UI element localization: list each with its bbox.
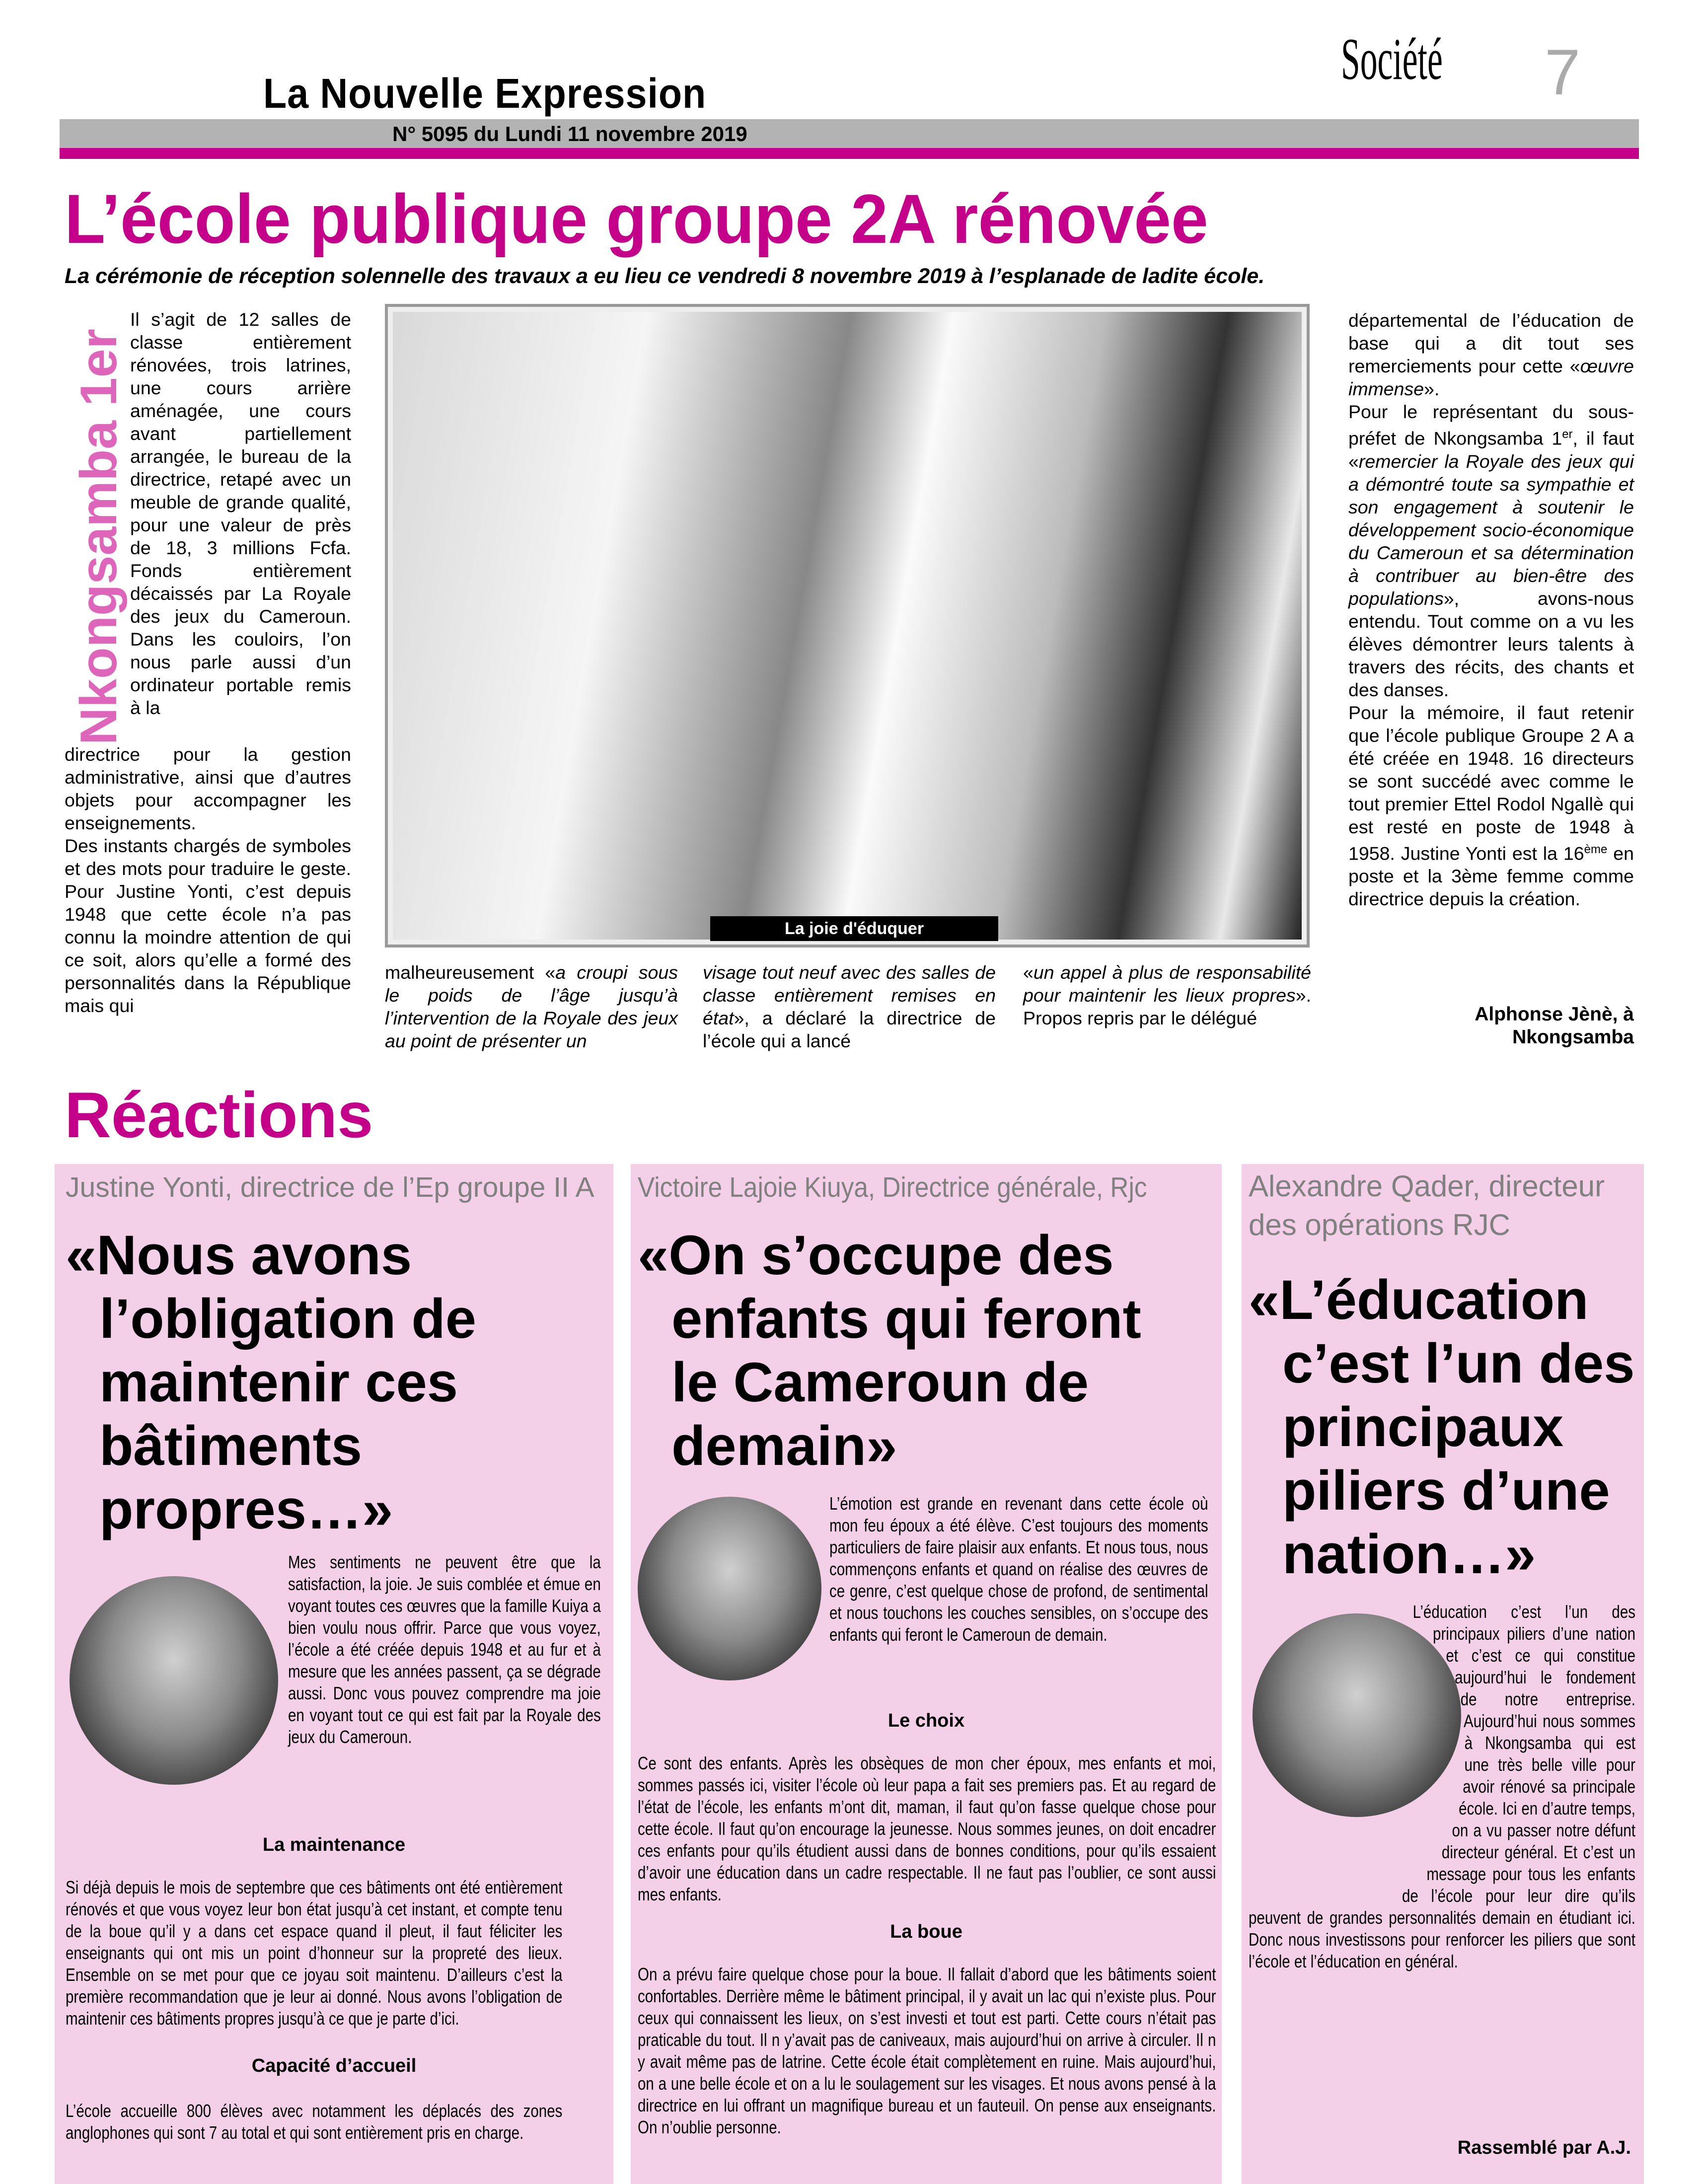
reaction-quote: «Nous avons l’obligation de maintenir ces bâtiments propres…»	[66, 1224, 477, 1540]
article-col3: visage tout neuf avec des salles de classe entièrement remises en état», a déclaré la directrice de l’école qui a lancé	[703, 962, 996, 1051]
reactions-title: Réactions	[65, 1079, 373, 1151]
article-headline: L’école publique groupe 2A rénovée	[65, 180, 1208, 258]
issue-date: N° 5095 du Lundi 11 novembre 2019	[392, 122, 747, 146]
reaction-subheading: Capacité d’accueil	[251, 2055, 417, 2076]
paragraph: départemental de l’éducation de base qui a dit tout ses remerciements pour cette «œuvre immense».	[1348, 310, 1634, 399]
article-col4: «un appel à plus de responsabilité pour maintenir les lieux propres». Propos repris par le délégué	[1023, 962, 1311, 1028]
article-deck: La cérémonie de réception solennelle des travaux a eu lieu ce vendredi 8 novembre 2019 à l’esplanade de ladite école.	[65, 264, 1265, 288]
reaction-speaker: Victoire Lajoie Kiuya, Directrice générale, Rjc	[638, 1171, 1147, 1203]
reaction-subheading: Le choix	[887, 1710, 965, 1731]
reaction-intro: L’éducation c’est l’un des principaux piliers d’une nation et c’est ce qui constitue aujourd’hui le fondement de notre entreprise. Aujourd’hui nous sommes à Nkongsamba qui est une très belle ville pour avoir rénové sa principale école. Ici en d’autre temps, on a vu passer notre défunt directeur général. Et c’est un message pour tous les enfants de l’école pour leur dire qu’ils peuvent de grandes personnalités demain en étudiant ici. Donc nous investissons pour renforcer les piliers que sont l’école et l’éducation en général.	[1249, 1602, 1635, 1971]
article-col1-top: Il s’agit de 12 salles de classe entièrement rénovées, trois latrines, une cours arrière aménagée, une cours avant partiellement arrangée, le bureau de la directrice, retapé avec un meuble de grande qualité, pour une valeur de près de 18, 3 millions Fcfa. Fonds entièrement décaissés par La Royale des jeux du Cameroun. Dans les couloirs, l’on nous parle aussi d’un ordinateur portable remis à la	[130, 309, 351, 718]
reaction-quote: «L’éducation c’est l’un des principaux piliers d’une nation…»	[1249, 1269, 1635, 1585]
portrait-victoire-lajoie-kiuya	[638, 1497, 821, 1680]
reaction-paragraph: On a prévu faire quelque chose pour la boue. Il fallait d’abord que les bâtiments soient confortables. Derrière même le bâtiment principal, il y avait un lac qui n’existe plus. Pour ceux qui connaissent les lieux, on s’est investi et tout est parti. Cette cours n’était pas praticable du tout. Il n y’avait pas de caniveaux, mais aujourd’hui on arrive à circuler. Il n y avait même pas de latrine. Cette école était complètement en ruine. Mais aujourd’hui, on a une belle école et on a lu le soulagement sur les visages. Et nous avons pensé à la directrice en lui offrant un magnifique bureau et un fauteuil. On pense aux enseignants. On n’oublie personne.	[638, 1964, 1216, 2137]
article-photo	[385, 304, 1310, 947]
location-tag: Nkongsamba 1er	[70, 328, 128, 745]
reaction-subheading: La boue	[890, 1921, 962, 1942]
reaction-subheading: La maintenance	[262, 1834, 406, 1855]
page-number: 7	[1545, 36, 1581, 108]
reactions-credit: Rassemblé par A.J.	[1457, 2137, 1631, 2158]
header-gray-bar	[60, 119, 1639, 148]
reaction-paragraph: Ce sont des enfants. Après les obsèques de mon cher époux, mes enfants et moi, sommes passés ici, visiter l’école où leur papa a fait ses premiers pas. Et au regard de l’état de l’école, les enfants m’ont dit, maman, il faut qu’on fasse quelque chose pour cette école. Il faut qu’on encourage la jeunesse. Nous sommes jeunes, on doit encadrer ces enfants pour qu’ils étudient aussi dans de bonnes conditions, pour qu’ils essaient d’avoir une éducation dans un cadre respectable. Il ne faut pas l’oublier, ce sont aussi mes enfants.	[638, 1753, 1216, 1904]
reaction-quote: «On s’occupe des enfants qui feront le Cameroun de demain»	[638, 1224, 1141, 1477]
section-name: Société	[1341, 26, 1443, 92]
portrait-justine-yonti	[70, 1576, 278, 1785]
photo-caption: La joie d'éduquer	[710, 916, 998, 941]
text-wrap-spacer	[1249, 1601, 1465, 1899]
article-col2: malheureusement «a croupi sous le poids de l’âge jusqu’à l’intervention de la Royale des jeux au point de présenter un	[385, 962, 678, 1051]
reaction-paragraph: L’école accueille 800 élèves avec notamment les déplacés des zones anglophones qui sont 7 au total et qui sont entièrement pris en charge.	[66, 2101, 563, 2143]
paragraph: directrice pour la gestion administrative, ainsi que d’autres objets pour accompagner les enseignements.	[65, 744, 351, 833]
reaction-paragraph: Si déjà depuis le mois de septembre que ces bâtiments ont été entièrement rénovés et que vous voyez leur bon état jusqu’à cet instant, et compte tenu de la boue qu’il y a dans cet espace quand il pleut, il faut féliciter les enseignants qui ont mis un point d’honneur sur la propreté des lieux. Ensemble on se met pour que ce joyau soit maintenu. D’ailleurs c’est la première recommandation que je leur ai donné. Nous avons l’obligation de maintenir ces bâtiments propres jusqu’à ce que je parte d’ici.	[66, 1877, 563, 2029]
reaction-intro: L’émotion est grande en revenant dans cette école où mon feu époux a été élève. C’est toujours des moments particuliers de faire plaisir aux enfants. Et nous tous, nous commençons enfants et quand on réalise des œuvres de ce genre, c’est quelque chose de profond, de sentimental et nous touchons les couches sensibles, on s’occupe des enfants qui feront le Cameroun de demain.	[829, 1493, 1208, 1645]
ceremony-photo-image	[393, 312, 1302, 940]
paragraph: Pour le représentant du sous-préfet de Nkongsamba 1er, il faut «remercier la Royale des jeux qui a démontré toute sa sympathie et son engagement à soutenir le développement socio-économique du Cameroun et sa détermination à contribuer au bien-être des populations», avons-nous entendu. Tout comme on a vu les élèves démontrer leurs talents à travers des récits, des chants et des danses.	[1348, 401, 1634, 700]
paragraph: Pour la mémoire, il faut retenir que l’école publique Groupe 2 A a été créée en 1948. 16 directeurs se sont succédé avec comme le tout premier Ettel Rodol Ngallè qui est resté en poste de 1948 à 1958. Justine Yonti est la 16ème en poste et la 3ème femme comme directrice depuis la création.	[1348, 702, 1634, 909]
article-col1-bottom	[65, 743, 351, 1017]
reaction-speaker: Justine Yonti, directrice de l’Ep groupe II A	[66, 1171, 594, 1203]
paragraph: Des instants chargés de symboles et des mots pour traduire le geste. Pour Justine Yonti, c’est depuis 1948 que cette école n’a pas connu la moindre attention de qui ce soit, alors qu’elle a formé des personnalités dans la République mais qui	[65, 835, 351, 1016]
article-col5	[1348, 309, 1634, 910]
publication-name: La Nouvelle Expression	[263, 70, 707, 117]
reaction-box	[55, 1164, 613, 2184]
reaction-box	[1242, 1164, 1644, 2184]
reaction-box	[631, 1164, 1222, 2184]
article-byline: Alphonse Jènè, à Nkongsamba	[1475, 1004, 1634, 1048]
header-accent-bar	[60, 148, 1639, 159]
reaction-intro: Mes sentiments ne peuvent être que la satisfaction, la joie. Je suis comblée et émue en voyant toutes ces œuvres que la famille Kuiya a bien voulu nous offrir. Parce que vous voyez, l’école a été créée depuis 1948 et au fur et à mesure que les années passent, ça se dégrade aussi. Donc vous pouvez comprendre ma joie en voyant tout ce qui est fait par la Royale des jeux du Cameroun.	[288, 1552, 601, 1747]
reaction-speaker: Alexandre Qader, directeur des opérations RJC	[1249, 1169, 1605, 1241]
